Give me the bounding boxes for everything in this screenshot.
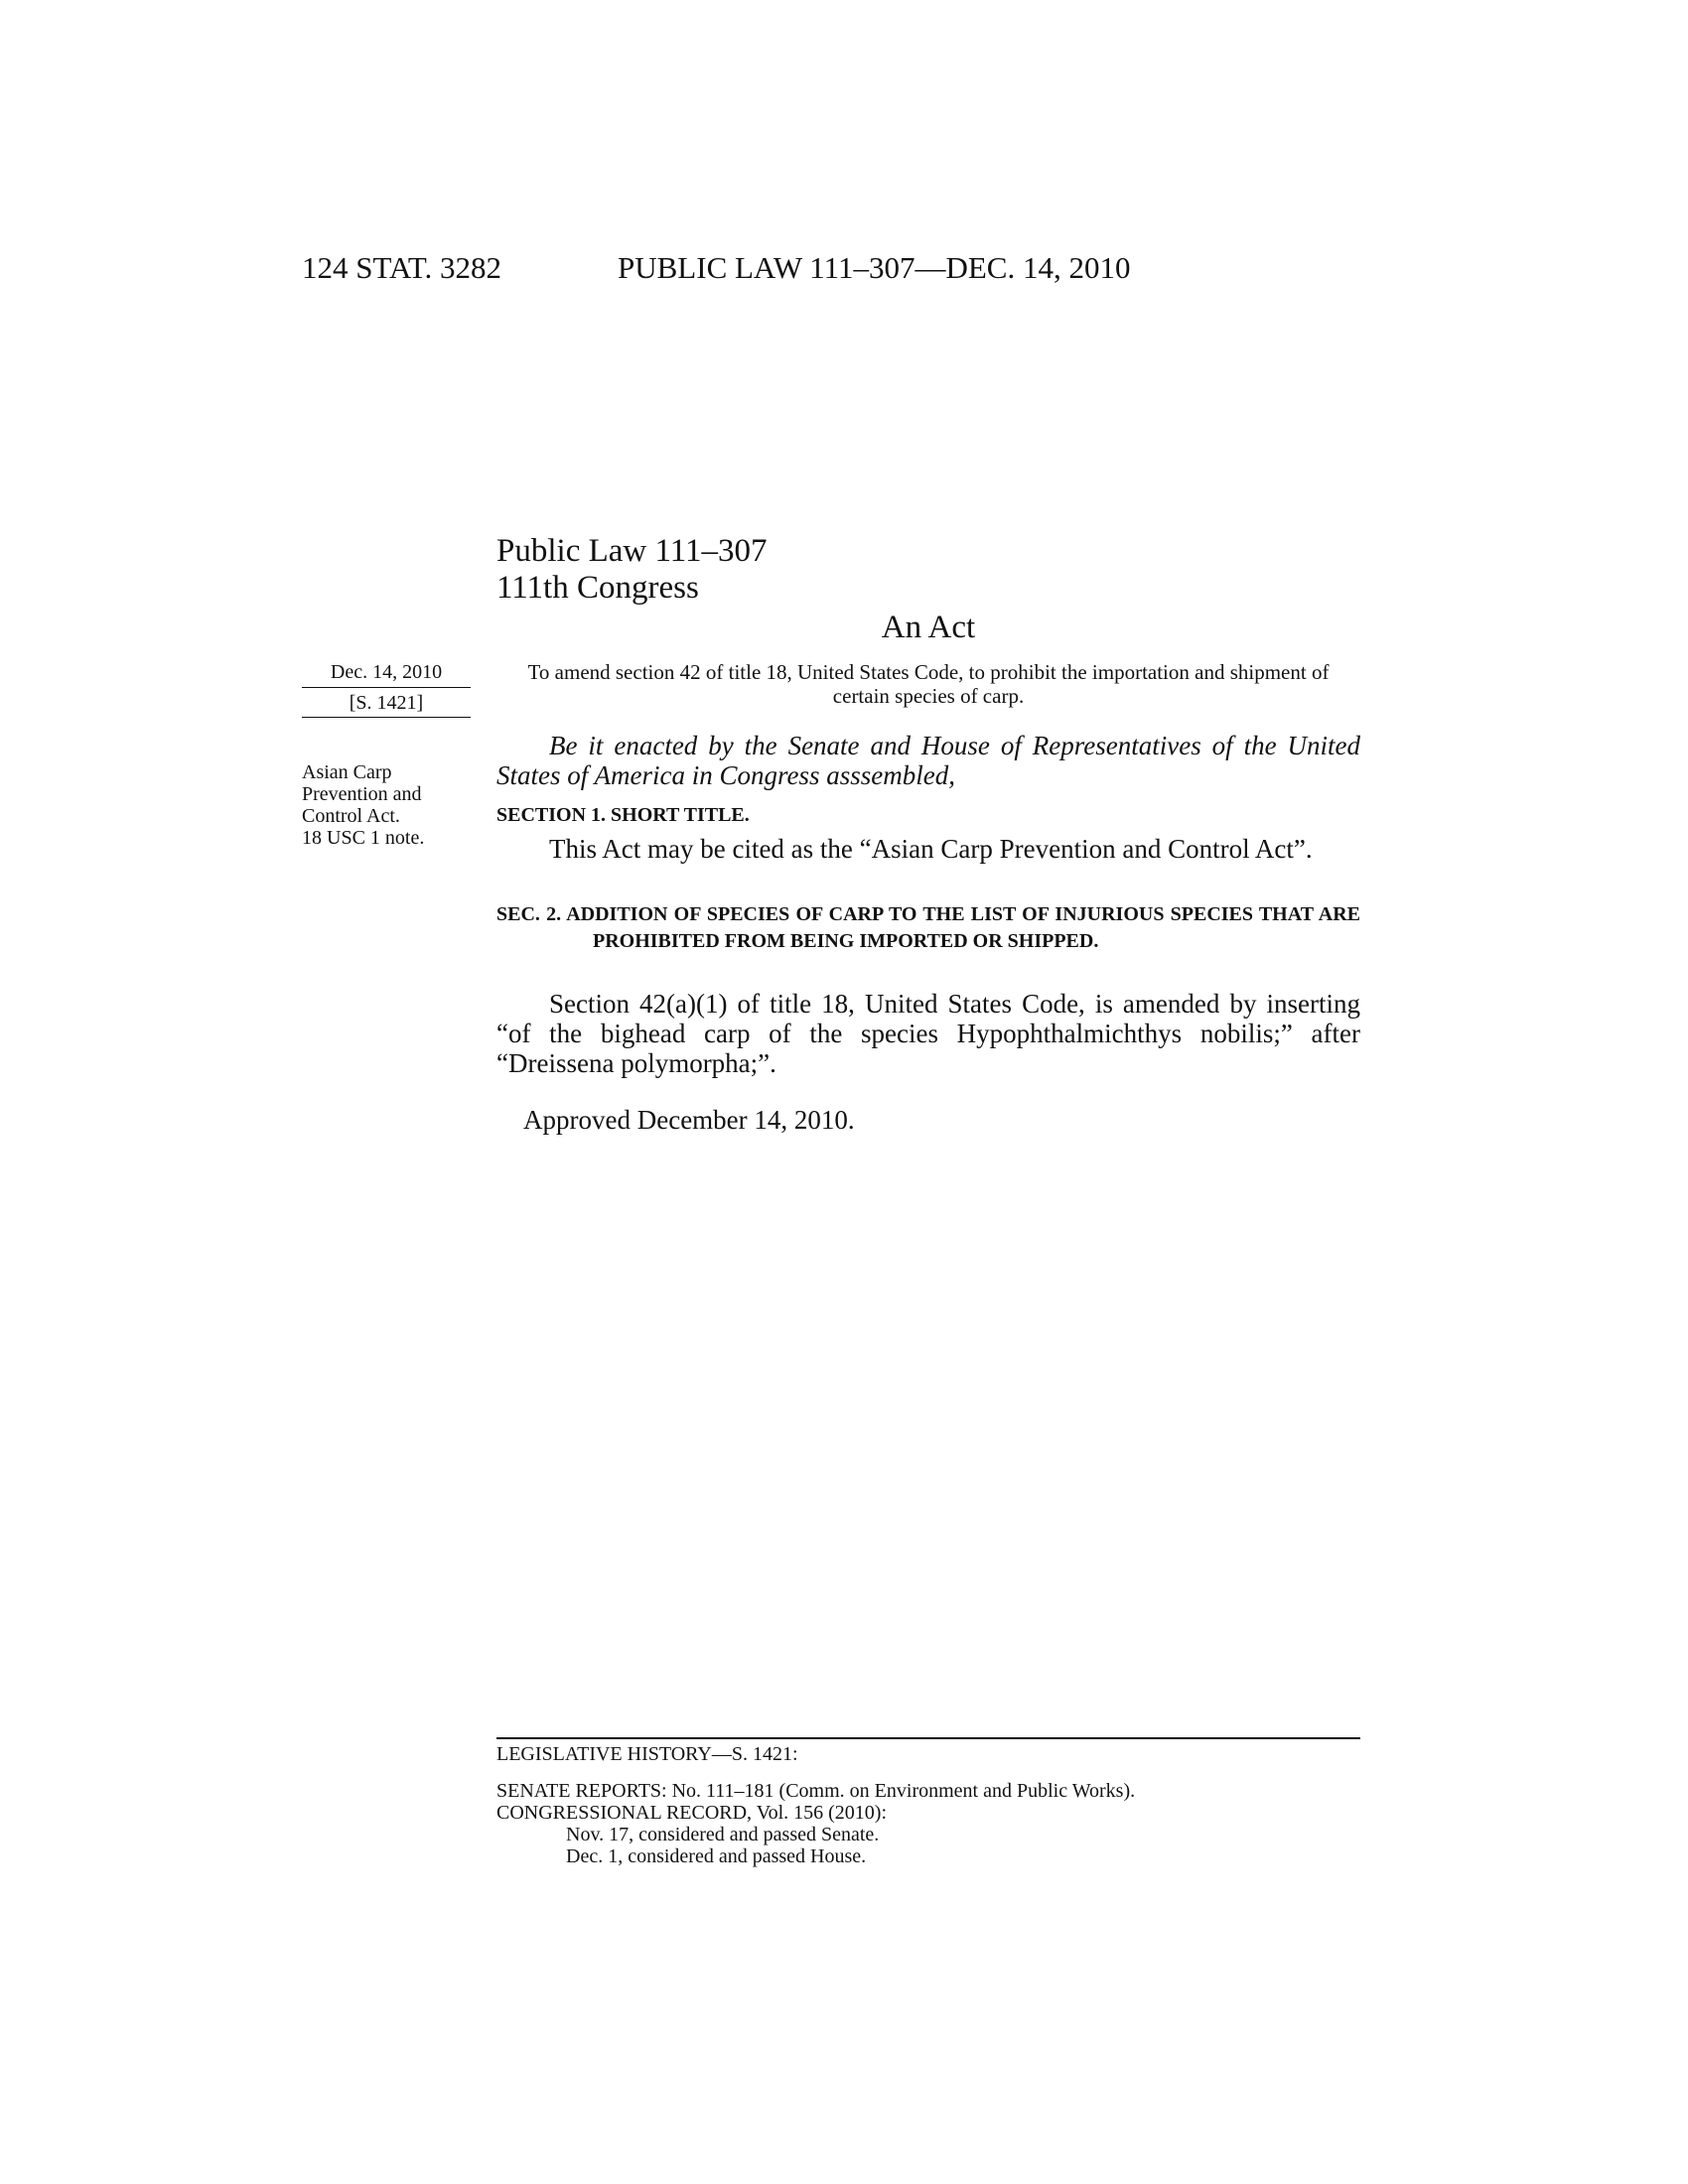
enacting-clause: Be it enacted by the Senate and House of Representatives of the United States of America in Congress asssembled, [496,731,1360,790]
section-1-text: This Act may be cited as the “Asian Carp Prevention and Control Act”. [549,834,1313,864]
margin-bill-number: [S. 1421] [349,692,424,714]
sidenote-line: 18 USC 1 note. [302,827,425,849]
section-1-heading: SECTION 1. SHORT TITLE. [496,804,750,826]
running-head-title: PUBLIC LAW 111–307—DEC. 14, 2010 [618,250,1131,285]
act-heading: An Act [881,610,976,645]
sidenote-line: Prevention and [302,783,422,805]
section-2-text: Section 42(a)(1) of title 18, United States Code, is amended by inserting “of the bighead carp of the species Hypophthalmichthys nobilis;” after “Dreissena polymorpha;”. [496,989,1360,1078]
long-title: To amend section 42 of title 18, United States Code, to prohibit the importation and shipment of certain species of carp. [527,660,1330,708]
margin-divider [302,687,471,688]
sidenote-line: Control Act. [302,805,400,827]
approval-line: Approved December 14, 2010. [523,1105,855,1135]
public-law-title: Public Law 111–307 [496,533,768,569]
congressional-record: CONGRESSIONAL RECORD, Vol. 156 (2010): [496,1802,887,1824]
legislative-history [496,1780,1360,1867]
legislative-history-heading: LEGISLATIVE HISTORY—S. 1421: [496,1743,798,1765]
senate-reports: SENATE REPORTS: No. 111–181 (Comm. on Environment and Public Works). [496,1780,1136,1802]
section-2-heading: SEC. 2. ADDITION OF SPECIES OF CARP TO THE LIST OF INJURIOUS SPECIES THAT ARE PROHIBITED FROM BEING IMPORTED OR SHIPPED. [496,903,1360,952]
sidenote-line: Asian Carp [302,761,392,783]
margin-divider [302,717,471,718]
margin-date: Dec. 14, 2010 [330,661,443,683]
running-head-stat: 124 STAT. 3282 [302,250,502,285]
congress-label: 111th Congress [496,570,699,606]
history-action: Dec. 1, considered and passed House. [566,1845,867,1867]
margin-sidenote [302,761,471,849]
history-action: Nov. 17, considered and passed Senate. [566,1824,880,1845]
history-divider [496,1737,1360,1739]
